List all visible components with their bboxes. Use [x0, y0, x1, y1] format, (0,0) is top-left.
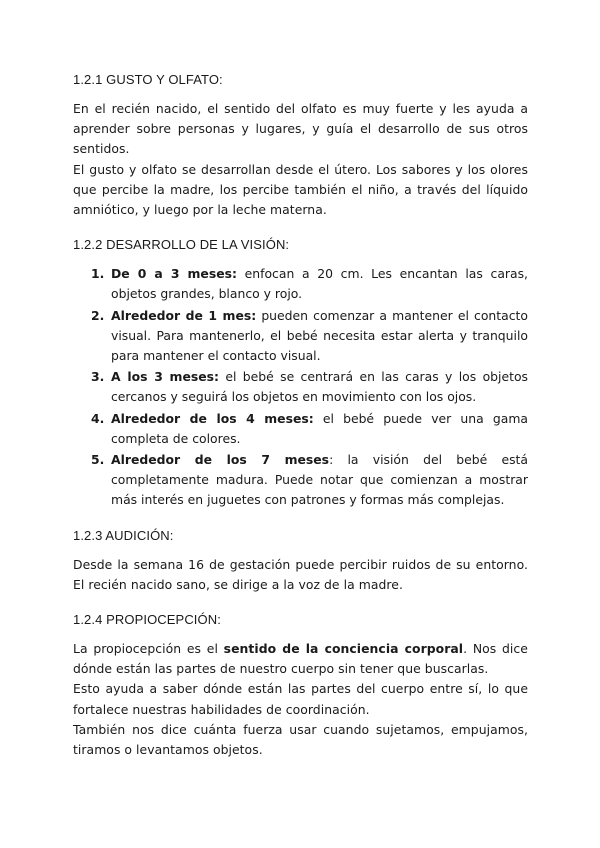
paragraph: Desde la semana 16 de gestación puede percibir ruidos de su entorno. El recién nacido sano, se dirige a la voz de la madre.: [73, 556, 528, 592]
section-audicion: [73, 526, 528, 595]
list-number: 4.: [91, 410, 105, 426]
list-number: 1.: [91, 266, 105, 282]
list-item: [91, 450, 528, 511]
list-item: [91, 367, 528, 407]
paragraph: También nos dice cuánta fuerza usar cuando sujetamos, empujamos, tiramos o levantamos objetos.: [73, 721, 528, 758]
list-item-bold: Alrededor de los 7 meses: [111, 452, 330, 468]
list-number: 3.: [91, 369, 105, 385]
list-item-text: : la visión del bebé está completamente madura. Puede notar que comienzan a mostrar más interés en juguetes con patrones y formas más complejas.: [111, 452, 528, 508]
list-item-text: pueden comenzar a mantener el contacto visual. Para mantenerlo, el bebé necesita estar alerta y tranquilo para mantener el contacto visual.: [111, 307, 528, 364]
paragraph-text: La propiocepción es el: [73, 641, 224, 657]
list-item-bold: De 0 a 3 meses:: [111, 266, 237, 282]
list-item: [91, 306, 528, 367]
list-number: 2.: [91, 307, 105, 323]
section-vision: [73, 235, 528, 510]
section-heading: 1.2.4 PROPIOCEPCIÓN:: [73, 612, 221, 628]
list-item-bold: A los 3 meses:: [111, 369, 219, 385]
section-gusto-olfato: [73, 70, 528, 220]
section-heading: 1.2.3 AUDICIÓN:: [73, 527, 174, 543]
list-item-bold: Alrededor de los 4 meses:: [111, 410, 314, 426]
paragraph-text: . Nos dice dónde están las partes de nuestro cuerpo sin tener que buscarlas.: [73, 641, 528, 677]
paragraph: En el recién nacido, el sentido del olfato es muy fuerte y les ayuda a aprender sobre personas y lugares, y guía el desarrollo de sus otros sentidos.: [73, 101, 528, 157]
section-heading: 1.2.1 GUSTO Y OLFATO:: [73, 72, 223, 87]
vision-list: [73, 264, 528, 510]
section-heading: 1.2.2 DESARROLLO DE LA VISIÓN:: [73, 237, 290, 253]
section-propiocepcion: [73, 610, 528, 760]
list-item: [91, 409, 528, 449]
list-item: [91, 264, 528, 304]
document-page: [73, 70, 528, 775]
list-item-text: el bebé puede ver una gama completa de colores.: [111, 410, 528, 446]
paragraph: El gusto y olfato se desarrollan desde el útero. Los sabores y los olores que percibe la madre, los percibe también el niño, a través del líquido amniótico, y luego por la leche materna.: [73, 161, 528, 218]
paragraph: [73, 639, 528, 679]
list-item-bold: Alrededor de 1 mes:: [111, 307, 257, 323]
paragraph: Esto ayuda a saber dónde están las partes del cuerpo entre sí, lo que fortalece nuestras habilidades de coordinación.: [73, 681, 528, 717]
list-number: 5.: [91, 452, 105, 468]
list-item-text: el bebé se centrará en las caras y los objetos cercanos y seguirá los objetos en movimiento con los ojos.: [111, 369, 528, 405]
list-item-text: enfocan a 20 cm. Les encantan las caras, objetos grandes, blanco y rojo.: [111, 266, 528, 302]
paragraph-bold: sentido de la conciencia corporal: [223, 641, 464, 657]
